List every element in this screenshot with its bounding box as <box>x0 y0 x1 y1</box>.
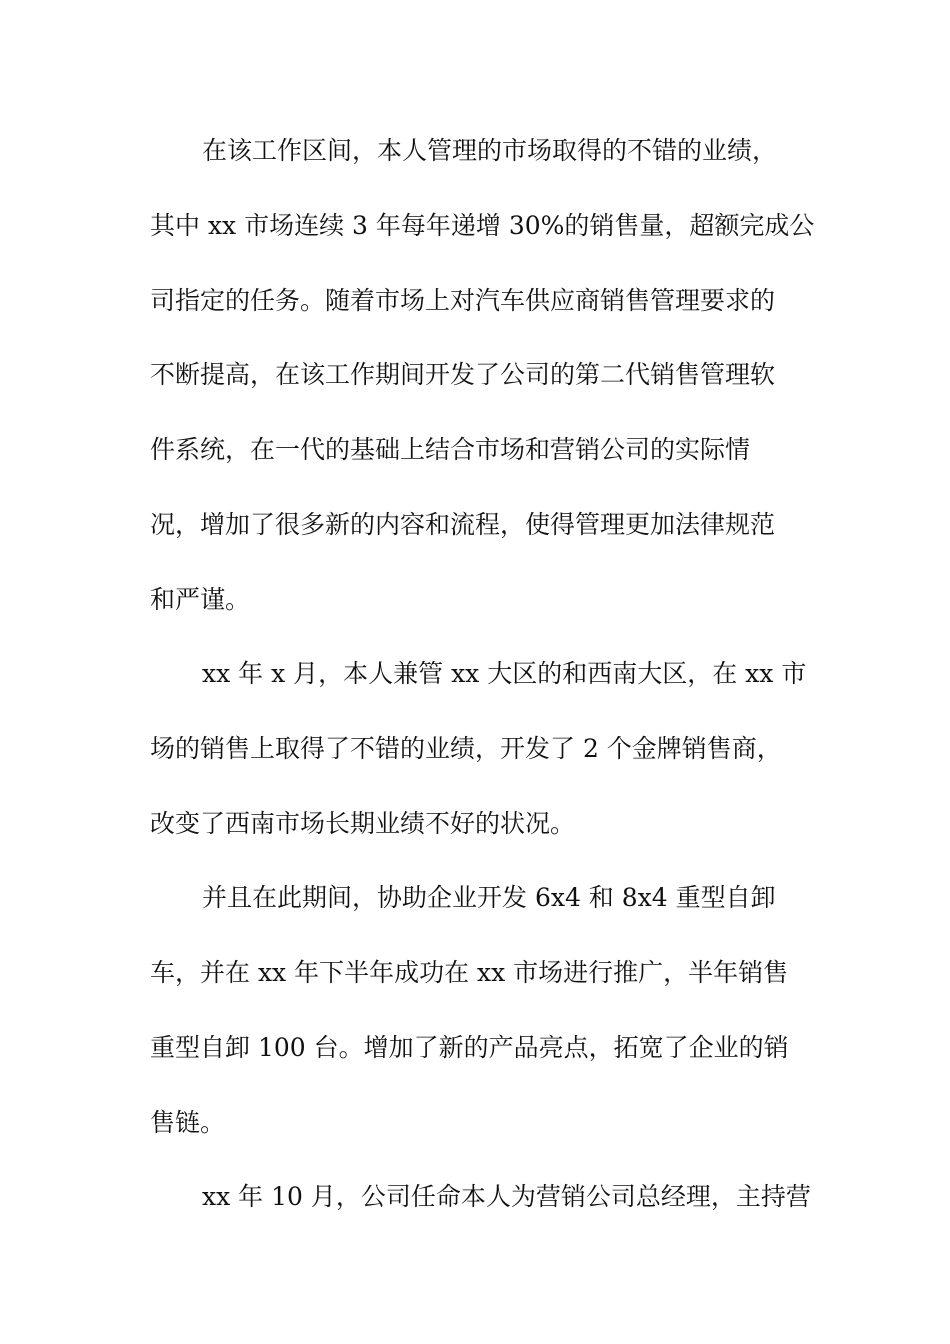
paragraph-1-line-7: 和严谨。 <box>150 585 251 614</box>
paragraph-2-line-3: 改变了西南市场长期业绩不好的状况。 <box>150 809 576 838</box>
paragraph-1-line-4: 不断提高，在该工作期间开发了公司的第二代销售管理软 <box>150 360 776 389</box>
paragraph-2-line-1: xx 年 x 月，本人兼管 xx 大区的和西南大区，在 xx 市 <box>202 659 807 688</box>
paragraph-1-line-6: 况，增加了很多新的内容和流程，使得管理更加法律规范 <box>150 510 776 539</box>
paragraph-4-line-1: xx 年 10 月，公司任命本人为营销公司总经理，主持营 <box>202 1182 811 1211</box>
paragraph-1-line-3: 司指定的任务。随着市场上对汽车供应商销售管理要求的 <box>150 286 776 315</box>
paragraph-1-line-1: 在该工作区间，本人管理的市场取得的不错的业绩， <box>202 136 778 165</box>
paragraph-3-line-2: 车，并在 xx 年下半年成功在 xx 市场进行推广，半年销售 <box>150 958 789 987</box>
paragraph-3-line-3: 重型自卸 100 台。增加了新的产品亮点，拓宽了企业的销 <box>150 1033 789 1062</box>
paragraph-1-line-2: 其中 xx 市场连续 3 年每年递增 30%的销售量，超额完成公 <box>150 211 815 240</box>
paragraph-3-line-4: 售链。 <box>150 1108 226 1137</box>
paragraph-3-line-1: 并且在此期间，协助企业开发 6x4 和 8x4 重型自卸 <box>202 883 776 912</box>
paragraph-1-line-5: 件系统，在一代的基础上结合市场和营销公司的实际情 <box>150 435 751 464</box>
paragraph-2-line-2: 场的销售上取得了不错的业绩，开发了 2 个金牌销售商， <box>150 734 782 763</box>
